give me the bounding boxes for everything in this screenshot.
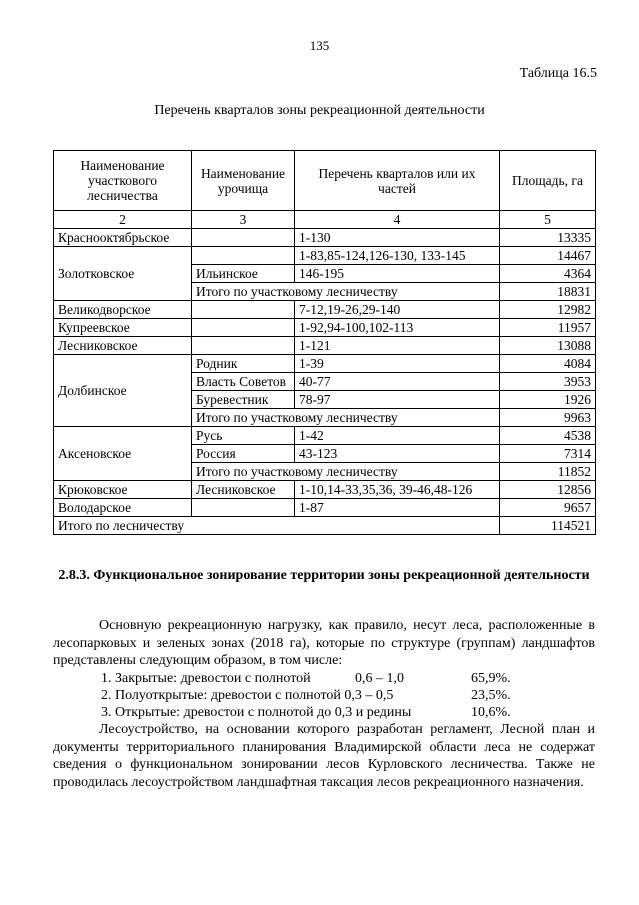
tract-cell: Ильинское xyxy=(192,265,295,283)
table-row xyxy=(54,499,596,517)
list-item-range: 0,6 – 1,0 xyxy=(355,671,404,686)
paragraph-1: Основную рекреационную нагрузку, как правило, несут леса, расположенные в лесопарковых и зеленых зонах (2018 га), которые по структуре (группам) ландшафтов представлены следующим образом, в том числе: xyxy=(53,618,595,668)
area-cell: 4084 xyxy=(500,355,596,373)
forestry-cell: Золотковское xyxy=(54,247,192,301)
col-number: 4 xyxy=(295,211,500,229)
table-row xyxy=(54,229,596,247)
quarters-cell: 1-42 xyxy=(295,427,500,445)
list-item-text: 2. Полуоткрытые: древостои с полнотой 0,3 – 0,5 xyxy=(101,688,394,703)
area-cell: 12982 xyxy=(500,301,596,319)
quarters-cell: 1-10,14-33,35,36, 39-46,48-126 xyxy=(295,481,500,499)
header-forestry: Наименование участкового лесничества xyxy=(54,151,192,211)
quarters-cell: 1-39 xyxy=(295,355,500,373)
list-item xyxy=(101,670,511,687)
table-label: Таблица 16.5 xyxy=(519,66,597,81)
header-tract: Наименование урочища xyxy=(192,151,295,211)
forestry-cell: Володарское xyxy=(54,499,192,517)
forestry-cell: Краснооктябрьское xyxy=(54,229,192,247)
paragraph-2: Лесоустройство, на основании которого разработан регламент, Лесной план и документы территориального планирования Владимирской области леса не содержат сведения о функциональном зонировании лесов Курловского лесничества. Также не проводилась лесоустройством ландшафтная таксация лесов рекреационного назначения. xyxy=(53,722,595,790)
tract-cell: Русь xyxy=(192,427,295,445)
tract-cell xyxy=(192,319,295,337)
quarters-cell: 1-87 xyxy=(295,499,500,517)
subtotal-label: Итого по участковому лесничеству xyxy=(192,463,500,481)
table-row xyxy=(54,427,596,445)
quarters-cell: 146-195 xyxy=(295,265,500,283)
quarters-cell: 1-130 xyxy=(295,229,500,247)
area-cell: 13088 xyxy=(500,337,596,355)
list-item-text: 3. Открытые: древостои с полнотой до 0,3 и редины xyxy=(101,705,412,720)
subtotal-label: Итого по участковому лесничеству xyxy=(192,283,500,301)
area-cell: 12856 xyxy=(500,481,596,499)
forestry-cell: Крюковское xyxy=(54,481,192,499)
tract-cell xyxy=(192,499,295,517)
tract-cell: Россия xyxy=(192,445,295,463)
forestry-cell: Купреевское xyxy=(54,319,192,337)
area-cell: 3953 xyxy=(500,373,596,391)
quarters-cell: 78-97 xyxy=(295,391,500,409)
header-quarters: Перечень кварталов или их частей xyxy=(295,151,500,211)
quarters-table xyxy=(53,150,596,535)
quarters-cell: 1-121 xyxy=(295,337,500,355)
tract-cell xyxy=(192,229,295,247)
tract-cell xyxy=(192,301,295,319)
header-area: Площадь, га xyxy=(500,151,596,211)
quarters-cell: 7-12,19-26,29-140 xyxy=(295,301,500,319)
tract-cell xyxy=(192,337,295,355)
quarters-cell: 1-92,94-100,102-113 xyxy=(295,319,500,337)
grand-total-label: Итого по лесничеству xyxy=(54,517,500,535)
area-cell: 9963 xyxy=(500,409,596,427)
table-row xyxy=(54,481,596,499)
table-row xyxy=(54,337,596,355)
area-cell: 11957 xyxy=(500,319,596,337)
table-row xyxy=(54,247,596,265)
page-number: 135 xyxy=(309,38,330,53)
area-cell: 4364 xyxy=(500,265,596,283)
subtotal-label: Итого по участковому лесничеству xyxy=(192,409,500,427)
table-row xyxy=(54,301,596,319)
area-cell: 9657 xyxy=(500,499,596,517)
list-item-percent: 23,5%. xyxy=(471,688,511,703)
forestry-cell: Долбинское xyxy=(54,355,192,427)
list-item-percent: 10,6%. xyxy=(471,705,511,720)
col-number: 3 xyxy=(192,211,295,229)
list-item-text: 1. Закрытые: древостои с полнотой xyxy=(101,671,311,686)
table-row xyxy=(54,355,596,373)
area-cell: 1926 xyxy=(500,391,596,409)
tract-cell xyxy=(192,247,295,265)
forestry-cell: Аксеновское xyxy=(54,427,192,481)
list-item xyxy=(101,687,511,704)
quarters-cell: 43-123 xyxy=(295,445,500,463)
table-row xyxy=(54,319,596,337)
area-cell: 7314 xyxy=(500,445,596,463)
area-cell: 13335 xyxy=(500,229,596,247)
tract-cell: Буревестник xyxy=(192,391,295,409)
area-cell: 14467 xyxy=(500,247,596,265)
tract-cell: Власть Советов xyxy=(192,373,295,391)
section-title: 2.8.3. Функциональное зонирование территории зоны рекреационной деятельности xyxy=(58,568,590,583)
grand-total-area: 114521 xyxy=(500,517,596,535)
list-item-percent: 65,9%. xyxy=(471,671,511,686)
forestry-cell: Лесниковское xyxy=(54,337,192,355)
tract-cell: Лесниковское xyxy=(192,481,295,499)
area-cell: 4538 xyxy=(500,427,596,445)
table-title: Перечень кварталов зоны рекреационной деятельности xyxy=(154,103,485,118)
quarters-cell: 40-77 xyxy=(295,373,500,391)
area-cell: 11852 xyxy=(500,463,596,481)
grand-total-row xyxy=(54,517,596,535)
area-cell: 18831 xyxy=(500,283,596,301)
col-number: 2 xyxy=(54,211,192,229)
forestry-cell: Великодворское xyxy=(54,301,192,319)
list-item xyxy=(101,704,511,721)
tract-cell: Родник xyxy=(192,355,295,373)
quarters-cell: 1-83,85-124,126-130, 133-145 xyxy=(295,247,500,265)
col-number: 5 xyxy=(500,211,596,229)
